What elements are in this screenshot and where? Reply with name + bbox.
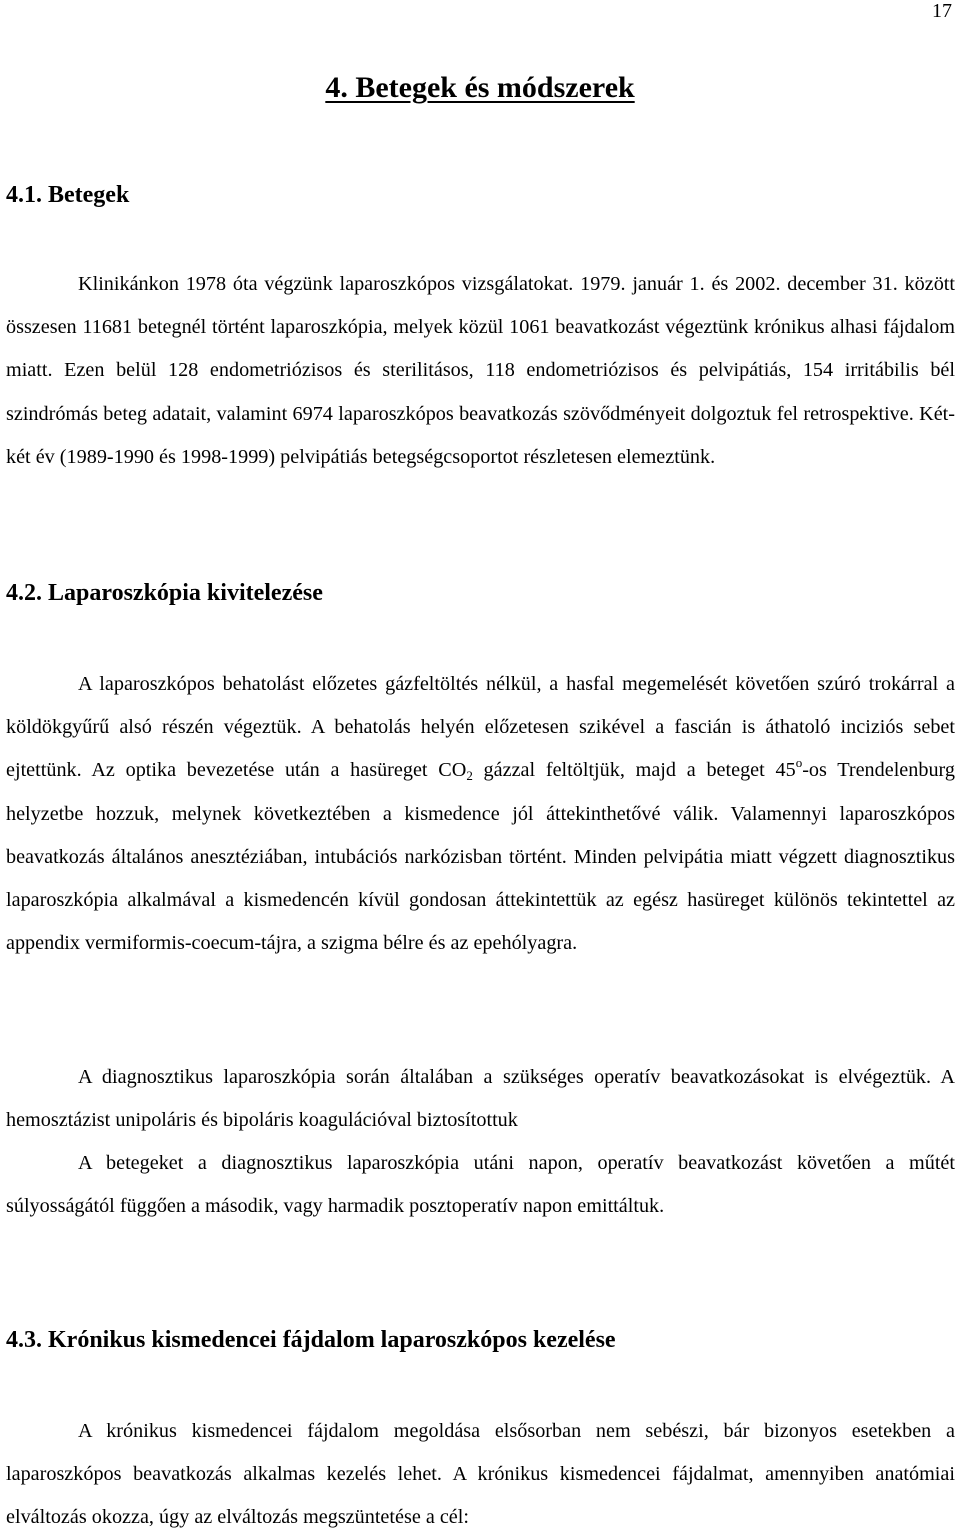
paragraph-laparoszkopia-1-text-b: gázzal feltöltjük, majd a beteget 45	[472, 759, 796, 782]
paragraph-laparoszkopia-2-text: A diagnosztikus laparoszkópia során általában a szükséges operatív beavatkozásokat is elvégeztük. A hemosztázist unipoláris és bipoláris koagulációval biztosítottuk	[6, 1066, 955, 1132]
paragraph-laparoszkopia-3-text: A betegeket a diagnosztikus laparoszkópia utáni napon, operatív beavatkozást követően a műtét súlyosságától függően a második, vagy harmadik posztoperatív napon emittáltuk.	[6, 1152, 955, 1218]
paragraph-laparoszkopia-2	[6, 1056, 955, 1142]
subscript-2: 2	[466, 768, 473, 784]
section-heading-betegek: 4.1. Betegek	[6, 182, 130, 208]
paragraph-laparoszkopia-1	[6, 663, 955, 965]
chapter-title	[0, 68, 960, 108]
paragraph-betegek	[6, 263, 955, 479]
paragraph-kronikus-fajdalom-text: A krónikus kismedencei fájdalom megoldása elsősorban nem sebészi, bár bizonyos esetekben a laparoszkópos beavatkozás alkalmas kezelés lehet. A krónikus kismedencei fájdalmat, amennyiben anatómiai elváltozás okozza, úgy az elváltozás megszüntetése a cél:	[6, 1420, 955, 1529]
paragraph-laparoszkopia-3	[6, 1142, 955, 1228]
paragraph-betegek-text: Klinikánkon 1978 óta végzünk laparoszkópos vizsgálatokat. 1979. január 1. és 2002. december 31. között összesen 11681 betegnél történt laparoszkópia, melyek közül 1061 beavatkozást végeztünk krónikus alhasi fájdalom miatt. Ezen belül 128 endometriózisos és sterilitásos, 118 endometriózisos és pelvipátiás, 154 irritábilis bél szindrómás beteg adatait, valamint 6974 laparoszkópos beavatkozás szövődményeit dolgoztuk fel retrospektive. Két-két év (1989-1990 és 1998-1999) pelvipátiás betegségcsoportot részletesen elemeztünk.	[6, 273, 955, 468]
section-heading-laparoszkopia: 4.2. Laparoszkópia kivitelezése	[6, 580, 323, 606]
page-number: 17	[932, 0, 952, 22]
chapter-title-text: 4. Betegek és módszerek	[325, 71, 635, 104]
superscript-degree: o	[795, 755, 803, 771]
paragraph-laparoszkopia-1-text-a: A laparoszkópos behatolást előzetes gázfeltöltés nélkül, a hasfal megemelését követően szúró trokárral a köldökgyűrű alsó részén végeztük. A behatolás helyén előzetesen szikével a fascián is áthatoló inciziós sebet ejtettünk. Az optika bevezetése után a hasüreget CO	[6, 673, 955, 782]
paragraph-kronikus-fajdalom	[6, 1410, 955, 1540]
section-heading-kronikus-fajdalom: 4.3. Krónikus kismedencei fájdalom laparoszkópos kezelése	[6, 1327, 616, 1353]
paragraph-laparoszkopia-1-text-c: -os Trendelenburg helyzetbe hozzuk, melynek következtében a kismedence jól áttekinthetővé válik. Valamennyi laparoszkópos beavatkozás általános anesztéziában, intubációs narkózisban történt. Minden pelvipátia miatt végzett diagnosztikus laparoszkópia alkalmával a kismedencén kívül gondosan áttekintettük az egész hasüreget különös tekintettel az appendix vermiformis-coecum-tájra, a szigma bélre és az epehólyagra.	[6, 759, 955, 955]
